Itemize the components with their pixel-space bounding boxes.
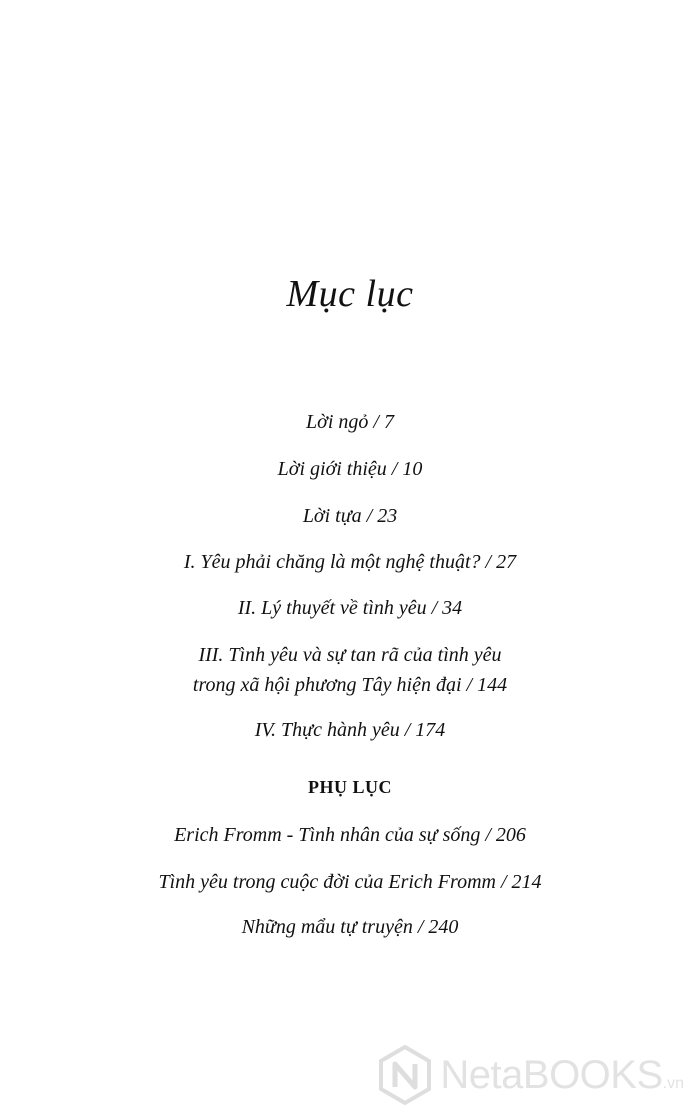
toc-entry: II. Lý thuyết về tình yêu / 34 (237, 597, 463, 619)
toc-entry: IV. Thực hành yêu / 174 (254, 719, 446, 741)
toc-entry: Lời ngỏ / 7 (306, 411, 394, 433)
toc-entry-continuation: trong xã hội phương Tây hiện đại / 144 (192, 674, 508, 696)
watermark-text: NetaBOOKS.vn (440, 1053, 684, 1097)
toc-entry: Lời tựa / 23 (302, 505, 398, 527)
appendix-entry: Những mẩu tự truyện / 240 (241, 916, 459, 938)
netabooks-logo-icon (378, 1045, 432, 1105)
appendix-heading: PHỤ LỤC (308, 777, 392, 797)
appendix-entry: Tình yêu trong cuộc đời của Erich Fromm / 214 (158, 871, 542, 893)
toc-entry: I. Yêu phải chăng là một nghệ thuật? / 27 (183, 551, 517, 573)
toc-entry: Lời giới thiệu / 10 (277, 458, 423, 480)
page-title: Mục lục (286, 273, 414, 315)
toc-entry: III. Tình yêu và sự tan rã của tình yêu (198, 644, 502, 666)
appendix-entry: Erich Fromm - Tình nhân của sự sống / 206 (174, 824, 526, 846)
watermark (378, 1045, 684, 1105)
